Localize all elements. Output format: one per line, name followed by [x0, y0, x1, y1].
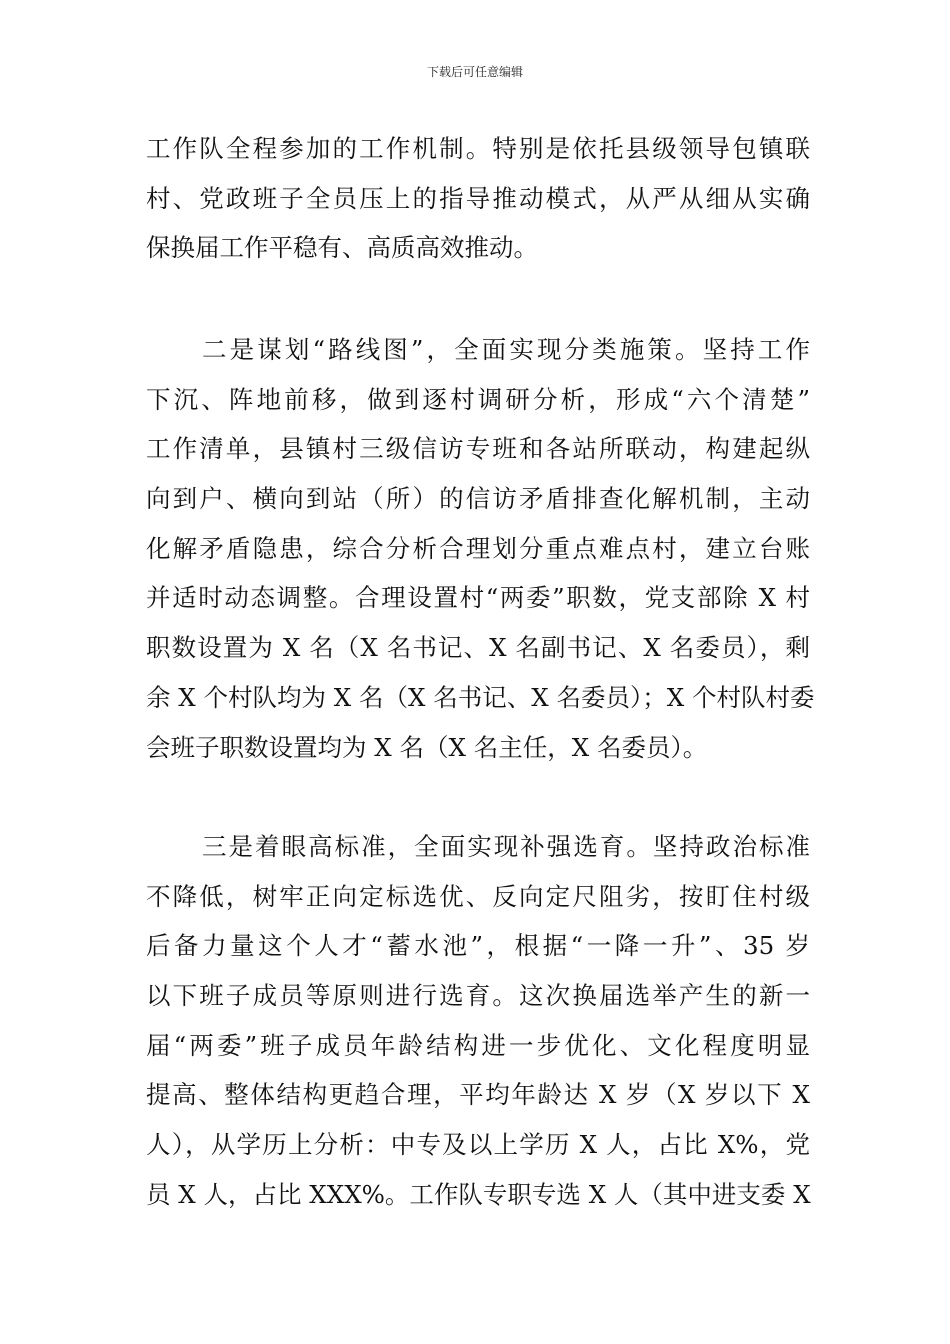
paragraph-line: 工作清单，县镇村三级信访专班和各站所联动，构建起纵 — [146, 434, 810, 464]
paragraph-line: 职数设置为 X 名（X 名书记、X 名副书记、X 名委员），剩 — [146, 633, 810, 663]
paragraph-3 — [146, 822, 810, 1220]
paragraph-line: 以下班子成员等原则进行选育。这次换届选举产生的新一 — [146, 981, 810, 1011]
paragraph-line: 并适时动态调整。合理设置村“两委”职数，党支部除 X 村 — [146, 583, 810, 613]
paragraph-line: 保换届工作平稳有、高质高效推动。 — [146, 233, 538, 263]
paragraph-line: 人），从学历上分析：中专及以上学历 X 人，占比 X%，党 — [146, 1130, 810, 1160]
paragraph-2 — [146, 325, 815, 772]
paragraph-line: 下沉、阵地前移，做到逐村调研分析，形成“六个清楚” — [146, 384, 810, 414]
paragraph-1 — [146, 124, 810, 273]
paragraph-line: 村、党政班子全员压上的指导推动模式，从严从细从实确 — [146, 183, 810, 213]
paragraph-line: 三是着眼高标准，全面实现补强选育。坚持政治标准 — [202, 832, 810, 861]
paragraph-line: 工作队全程参加的工作机制。特别是依托县级领导包镇联 — [146, 134, 810, 163]
paragraph-line: 会班子职数设置均为 X 名（X 名主任，X 名委员）。 — [146, 732, 708, 762]
paragraph-line: 后备力量这个人才“蓄水池”，根据“一降一升”、35 岁 — [146, 931, 810, 961]
page-header-note: 下载后可任意编辑 — [426, 65, 523, 79]
paragraph-line: 向到户、横向到站（所）的信访矛盾排查化解机制，主动 — [146, 484, 810, 514]
paragraph-line: 余 X 个村队均为 X 名（X 名书记、X 名委员）；X 个村队村委 — [146, 682, 815, 712]
paragraph-line: 提高、整体结构更趋合理，平均年龄达 X 岁（X 岁以下 X — [146, 1080, 810, 1110]
paragraph-line: 届“两委”班子成员年龄结构进一步优化、文化程度明显 — [146, 1030, 810, 1060]
paragraph-line: 二是谋划“路线图”，全面实现分类施策。坚持工作 — [202, 335, 810, 364]
paragraph-line: 员 X 人，占比 XXX%。工作队专职专选 X 人（其中进支委 X — [146, 1179, 811, 1209]
paragraph-line: 不降低，树牢正向定标选优、反向定尺阻劣，按盯住村级 — [146, 881, 810, 911]
paragraph-line: 化解矛盾隐患，综合分析合理划分重点难点村，建立台账 — [146, 533, 810, 563]
